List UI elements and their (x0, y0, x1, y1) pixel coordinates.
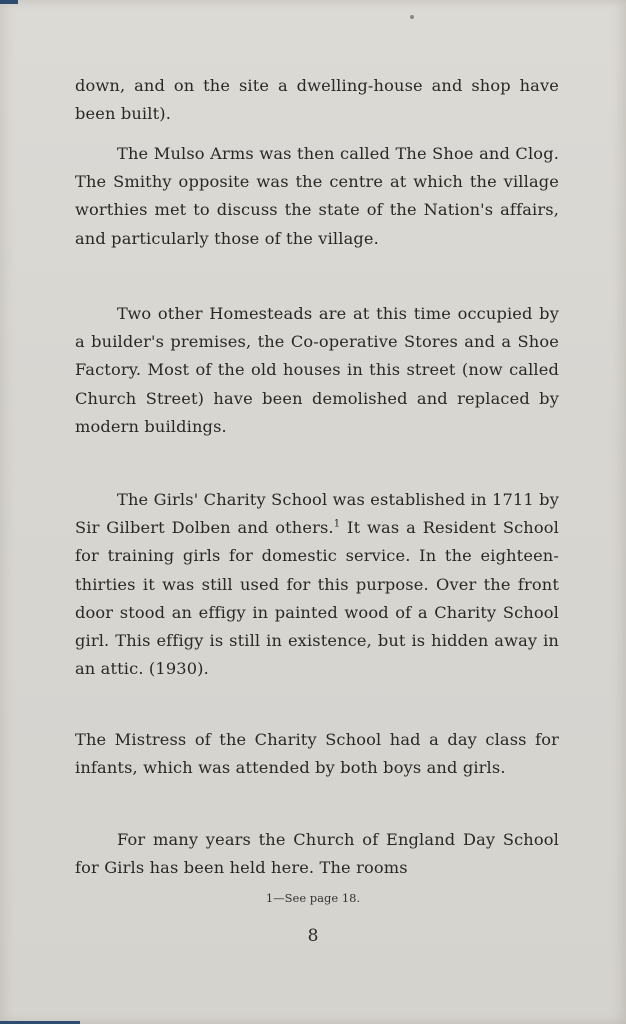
paper-speck (410, 15, 414, 19)
paragraph-3 (75, 300, 559, 441)
page-number: 8 (307, 926, 319, 946)
paragraph-text: For many years the Church of England Day School for Girls has been held here. The rooms (75, 830, 559, 878)
footnote: 1—See page 18. (265, 891, 361, 905)
paragraph-text-before-note: The Girls' Charity School was established in 1711 by Sir Gilbert Dolben and others. (75, 490, 559, 538)
paragraph-5 (75, 726, 559, 782)
paragraph-text: The Mistress of the Charity School had a day class for infants, which was attended by both boys and girls. (75, 730, 559, 778)
paragraph-text: down, and on the site a dwelling-house and shop have been built). (75, 76, 559, 124)
paragraph-2 (75, 140, 559, 253)
paragraph-text (75, 486, 559, 683)
paragraph-text: Two other Homesteads are at this time occupied by a builder's premises, the Co-operative Stores and a Shoe Factory. Most of the old houses in this street (now called Church Street) have been demolished and replaced by modern buildings. (75, 304, 559, 436)
paragraph-6 (75, 826, 559, 882)
background-corner (0, 0, 18, 4)
paragraph-text: The Mulso Arms was then called The Shoe and Clog. The Smithy opposite was the centre at which the village worthies met to discuss the state of the Nation's affairs, and particularly those of the village. (75, 144, 559, 248)
paragraph-4 (75, 486, 559, 683)
paragraph-1 (75, 72, 559, 128)
footnote-marker: 1 (333, 518, 341, 530)
paragraph-text-after-note: It was a Resident School for training girls for domestic service. In the eighteen-thirties it was still used for this purpose. Over the front door stood an effigy in painted wood of a Charity School girl. This effigy is still in existence, but is hidden away in an attic. (1930). (75, 518, 559, 679)
